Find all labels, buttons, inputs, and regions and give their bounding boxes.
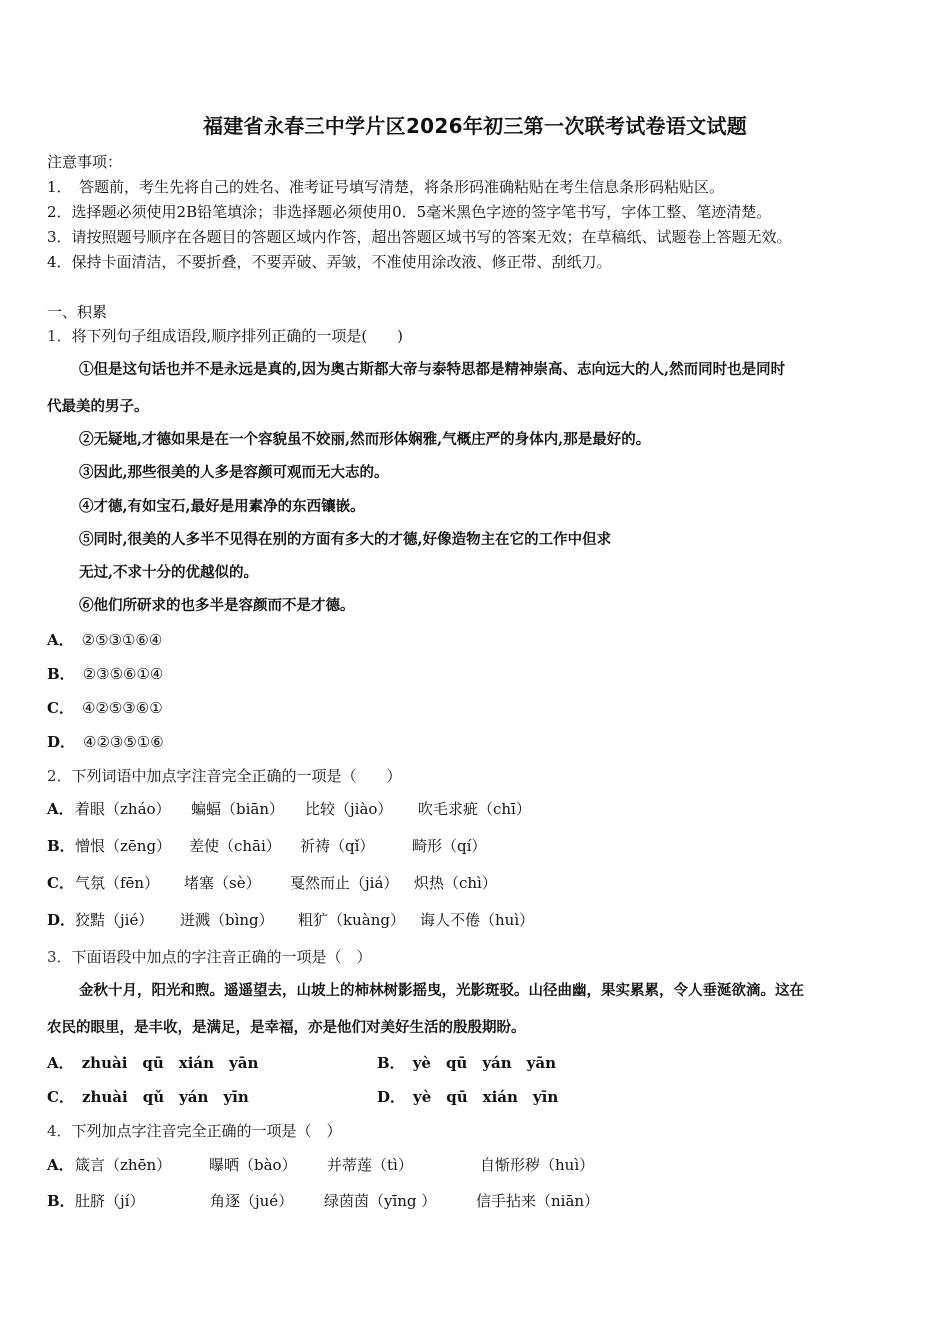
option-label: D． xyxy=(47,911,76,929)
option-item: 肚脐（jí） xyxy=(75,1192,145,1210)
option-item: 狡黠（jié） xyxy=(75,911,154,929)
sentence-2: ②无疑地,才德如果是在一个容貌虽不姣丽,然而形体娴雅,气概庄严的身体内,那是最好的。 xyxy=(79,431,651,448)
option-label: C． xyxy=(47,1088,74,1106)
option-b[interactable] xyxy=(377,1053,556,1073)
option-item: 曝晒（bào） xyxy=(209,1156,297,1174)
option-a[interactable] xyxy=(47,630,162,650)
passage-line: 金秋十月，阳光和煦。遥遥望去，山坡上的柿林树影摇曳，光影斑驳。山径曲幽，果实累累，令人垂涎欲滴。这在 xyxy=(79,982,804,999)
option-label: D． xyxy=(47,733,76,751)
option-text: yè qū xián yīn xyxy=(413,1088,559,1106)
option-text: ④②⑤③⑥① xyxy=(81,699,163,717)
question-1 xyxy=(47,326,403,346)
option-c[interactable] xyxy=(47,698,163,718)
option-item: 蝙蝠（biān） xyxy=(191,800,285,818)
option-a[interactable] xyxy=(47,1053,258,1073)
option-item: 着眼（zháo） xyxy=(75,800,171,818)
option-item: 吹毛求疵（chī） xyxy=(418,800,531,818)
option-label: C． xyxy=(47,699,74,717)
option-item: 绿茵茵（yīng ） xyxy=(324,1192,437,1210)
section-heading: 一、积累 xyxy=(47,303,108,321)
option-label: B． xyxy=(47,837,75,855)
option-c[interactable] xyxy=(47,1087,249,1107)
sentence-3: ③因此,那些很美的人多是容颜可观而无大志的。 xyxy=(79,464,389,481)
sentence-5: ⑤同时,很美的人多半不见得在别的方面有多大的才德,好像造物主在它的工作中但求 xyxy=(79,531,612,548)
question-4 xyxy=(47,1121,342,1141)
option-item: 祈祷（qǐ） xyxy=(300,837,375,855)
option-item: 戛然而止（jiá） xyxy=(290,874,399,892)
option-label: B． xyxy=(47,665,75,683)
option-label: B． xyxy=(377,1054,405,1072)
option-text: zhuài qǔ yán yīn xyxy=(81,1088,249,1106)
option-label: D． xyxy=(377,1088,406,1106)
option-label: A． xyxy=(47,1054,74,1072)
option-d[interactable] xyxy=(377,1087,558,1107)
notice-heading: 注意事项： xyxy=(47,153,123,171)
passage-line: 农民的眼里，是丰收，是满足，是幸福，亦是他们对美好生活的殷殷期盼。 xyxy=(47,1019,526,1036)
option-label: C． xyxy=(47,874,74,892)
option-item: 自惭形秽（huì） xyxy=(480,1156,595,1174)
sentence-1: ①但是这句话也并不是永远是真的,因为奥古斯都大帝与泰特思都是精神崇高、志向远大的人,然而同时也是同时 xyxy=(79,361,786,378)
option-item: 堵塞（sè） xyxy=(184,874,261,892)
option-label: A． xyxy=(47,1156,74,1174)
page-title: 福建省永春三中学片区2026年初三第一次联考试卷语文试题 xyxy=(202,114,748,138)
notice-item: 3．请按照题号顺序在各题目的答题区域内作答，超出答题区域书写的答案无效；在草稿纸、试题卷上答题无效。 xyxy=(47,228,792,246)
question-stem: 下面语段中加点的字注音正确的一项是（ ） xyxy=(71,948,372,966)
option-label: B． xyxy=(47,1192,75,1210)
notice-item: 1． 答题前，考生先将自己的姓名、准考证号填写清楚，将条形码准确粘贴在考生信息条形码粘贴区。 xyxy=(47,178,725,196)
option-d[interactable] xyxy=(47,732,164,752)
question-2 xyxy=(47,766,402,786)
option-item: 炽热（chì） xyxy=(414,874,497,892)
notice-item: 2．选择题必须使用2B铅笔填涂；非选择题必须使用0．5毫米黑色字迹的签字笔书写，字体工整、笔迹清楚。 xyxy=(47,203,772,221)
option-item: 差使（chāi） xyxy=(189,837,281,855)
option-item: 并蒂莲（tì） xyxy=(327,1156,413,1174)
option-text: ②③⑤⑥①④ xyxy=(82,665,164,683)
option-text: ②⑤③①⑥④ xyxy=(81,631,163,649)
question-number: 4． xyxy=(47,1122,72,1140)
question-stem: 下列加点字注音完全正确的一项是（ ） xyxy=(71,1122,342,1140)
option-item: 信手拈来（niān） xyxy=(476,1192,600,1210)
option-text: yè qū yán yān xyxy=(412,1054,557,1072)
option-item: 气氛（fēn） xyxy=(75,874,160,892)
option-label: A． xyxy=(47,800,74,818)
notice-item: 4．保持卡面清洁，不要折叠，不要弄破、弄皱，不准使用涂改液、修正带、刮纸刀。 xyxy=(47,253,612,271)
option-item: 憎恨（zēng） xyxy=(75,837,172,855)
option-label: A． xyxy=(47,631,74,649)
option-item: 角逐（jué） xyxy=(210,1192,294,1210)
question-stem: 将下列句子组成语段,顺序排列正确的一项是( ) xyxy=(71,327,404,345)
option-item: 比较（jiào） xyxy=(305,800,393,818)
question-stem: 下列词语中加点字注音完全正确的一项是（ ） xyxy=(71,767,402,785)
sentence-6: ⑥他们所研求的也多半是容颜而不是才德。 xyxy=(79,597,355,614)
question-3 xyxy=(47,947,372,967)
sentence-5-cont: 无过,不求十分的优越似的。 xyxy=(79,564,259,581)
question-number: 3． xyxy=(47,948,72,966)
option-item: 粗犷（kuàng） xyxy=(298,911,405,929)
option-b[interactable] xyxy=(47,664,163,684)
question-number: 2． xyxy=(47,767,72,785)
option-item: 迸溅（bìng） xyxy=(180,911,274,929)
option-item: 畸形（qí） xyxy=(412,837,487,855)
option-item: 诲人不倦（huì） xyxy=(420,911,535,929)
sentence-1-cont: 代最美的男子。 xyxy=(47,398,149,415)
sentence-4: ④才德,有如宝石,最好是用素净的东西镶嵌。 xyxy=(79,498,365,515)
option-text: ④②③⑤①⑥ xyxy=(83,733,164,751)
question-number: 1． xyxy=(47,327,72,345)
option-item: 箴言（zhēn） xyxy=(75,1156,172,1174)
option-text: zhuài qū xián yān xyxy=(81,1054,259,1072)
